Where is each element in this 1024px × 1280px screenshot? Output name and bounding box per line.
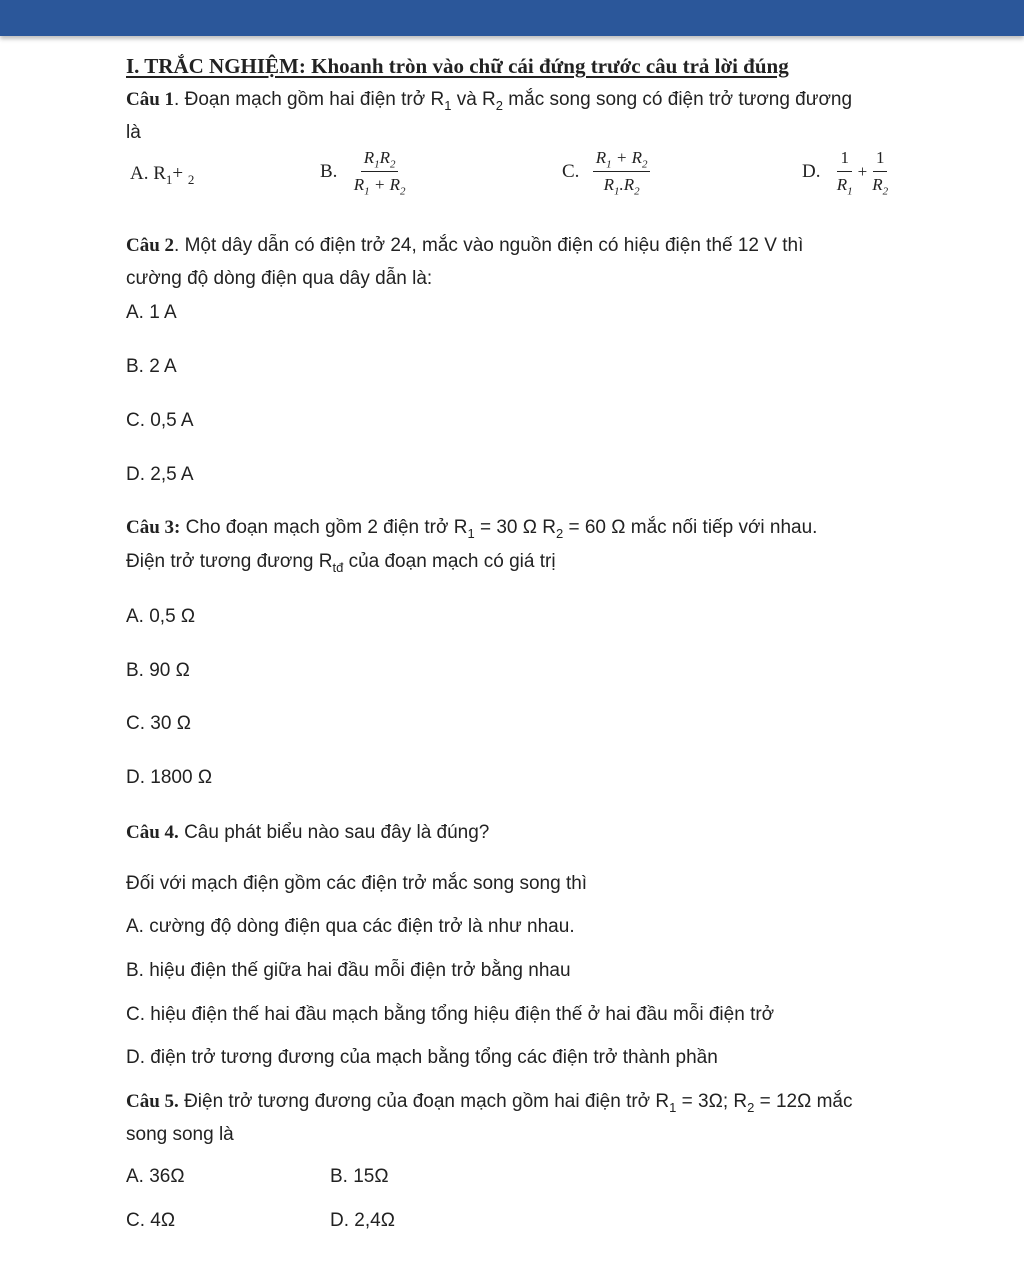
q2-option-a[interactable]: A. 1 A <box>126 302 177 323</box>
q5-option-c[interactable]: C. 4Ω <box>126 1210 176 1231</box>
q1-text-a: . Đoạn mạch gồm hai điện trở R <box>174 89 445 110</box>
q3-option-a[interactable]: A. 0,5 Ω <box>126 606 196 627</box>
fraction-denominator: $R_1 + R_2$ <box>353 175 406 198</box>
q5-sub-1: 1 <box>669 1099 677 1115</box>
q4-option-d[interactable]: D. điện trở tương đương của mạch bằng tổng các điện trở thành phần <box>126 1047 718 1068</box>
fraction-numerator: $R_1R_2$ <box>361 146 399 172</box>
q1-sub-2: 2 <box>495 97 504 113</box>
question-1-line-1 <box>126 88 852 112</box>
q5-sub-2: 2 <box>747 1099 755 1115</box>
question-1-number: Câu 1 <box>126 89 175 110</box>
q5-line-1-b: = 3Ω; R <box>676 1091 748 1112</box>
q4-option-a[interactable]: A. cường độ dòng điện qua các điện trở là như nhau. <box>126 916 575 937</box>
q3-option-c[interactable]: C. 30 Ω <box>126 713 191 734</box>
question-5-line-1 <box>126 1090 853 1114</box>
fraction-numerator: 1 <box>873 146 888 172</box>
q5-line-1-c: = 12Ω mắc <box>754 1091 853 1112</box>
q1-text-c: mắc song song có điện trở tương đương <box>503 89 853 110</box>
question-1-line-2: là <box>126 122 141 143</box>
q3-line-1-c: = 60 Ω mắc nối tiếp với nhau. <box>563 517 818 538</box>
q4-option-c[interactable]: C. hiệu điện thế hai đầu mạch bằng tổng hiệu điện thế ở hai đầu mỗi điện trở <box>126 1004 775 1025</box>
q4-line-1-text: Câu phát biểu nào sau đây là đúng? <box>178 822 490 843</box>
q3-sub-td: tđ <box>332 559 344 575</box>
q5-option-b[interactable]: B. 15Ω <box>330 1166 389 1187</box>
q3-sub-2: 2 <box>555 525 564 541</box>
q3-option-d[interactable]: D. 1800 Ω <box>126 767 213 788</box>
q1-option-b-fraction <box>351 146 409 197</box>
q1-option-b-label: B. <box>320 160 338 182</box>
question-3-number: Câu 3: <box>126 517 181 538</box>
q1-option-b[interactable] <box>320 146 408 197</box>
q1-option-a-sub1: 1 <box>165 171 173 187</box>
q2-option-c[interactable]: C. 0,5 A <box>126 410 194 431</box>
question-2-line-1 <box>126 234 803 258</box>
q1-option-a-r: R <box>153 163 166 184</box>
q1-option-c-label: C. <box>562 160 580 182</box>
q1-sub-1: 1 <box>444 97 452 113</box>
q2-option-d[interactable]: D. 2,5 A <box>126 464 194 485</box>
q5-option-d[interactable]: D. 2,4Ω <box>330 1210 395 1231</box>
q1-option-a-label: A. <box>130 163 149 184</box>
question-5-line-2: song song là <box>126 1124 234 1145</box>
q1-option-a-plus: + <box>172 163 184 184</box>
q1-option-d-label: D. <box>802 160 821 182</box>
fraction-numerator: $R_1 + R_2$ <box>593 146 651 172</box>
fraction-denominator: $R_2$ <box>872 175 889 198</box>
q2-line-1-text: . Một dây dẫn có điện trở 24, mắc vào nguồn điện có hiệu điện thế 12 V thì <box>174 235 804 256</box>
q3-option-b[interactable]: B. 90 Ω <box>126 660 190 681</box>
question-2-line-2: cường độ dòng điện qua dây dẫn là: <box>126 268 433 289</box>
q1-option-d[interactable] <box>802 146 891 197</box>
q3-sub-1: 1 <box>467 525 475 541</box>
question-5-number: Câu 5. <box>126 1091 179 1112</box>
fraction-denominator: $R_1.R_2$ <box>603 175 640 198</box>
question-4-line-2: Đối với mạch điện gồm các điện trở mắc song song thì <box>126 873 588 894</box>
q3-line-2-a: Điện trở tương đương R <box>126 551 333 572</box>
q3-line-2-b: của đoạn mạch có giá trị <box>343 551 556 572</box>
section-heading: I. TRẮC NGHIỆM: Khoanh tròn vào chữ cái đứng trước câu trả lời đúng <box>126 54 789 78</box>
q3-line-1-a: Cho đoạn mạch gồm 2 điện trở R <box>180 517 468 538</box>
q2-option-b[interactable]: B. 2 A <box>126 356 177 377</box>
q4-option-b[interactable]: B. hiệu điện thế giữa hai đầu mỗi điện trở bằng nhau <box>126 960 571 981</box>
fraction-numerator: 1 <box>837 146 852 172</box>
q5-option-a[interactable]: A. 36Ω <box>126 1166 185 1187</box>
q1-option-d-fraction-2 <box>869 146 891 197</box>
q1-option-a[interactable] <box>130 162 194 186</box>
q1-option-c[interactable] <box>562 146 650 197</box>
q1-text-b: và R <box>451 89 496 110</box>
question-4-number: Câu 4. <box>126 822 179 843</box>
q1-option-a-sub2: 2 <box>187 171 195 187</box>
q1-option-c-fraction <box>593 146 651 197</box>
q3-line-1-b: = 30 Ω R <box>474 517 556 538</box>
question-2-number: Câu 2 <box>126 235 175 256</box>
question-4-line-1 <box>126 821 489 845</box>
question-3-line-1 <box>126 516 817 540</box>
question-3-line-2 <box>126 550 556 574</box>
q1-option-d-plus: + <box>857 161 868 181</box>
fraction-denominator: $R_1$ <box>836 175 853 198</box>
q1-option-d-fraction-1 <box>834 146 856 197</box>
q5-line-1-a: Điện trở tương đương của đoạn mạch gồm hai điện trở R <box>178 1091 670 1112</box>
